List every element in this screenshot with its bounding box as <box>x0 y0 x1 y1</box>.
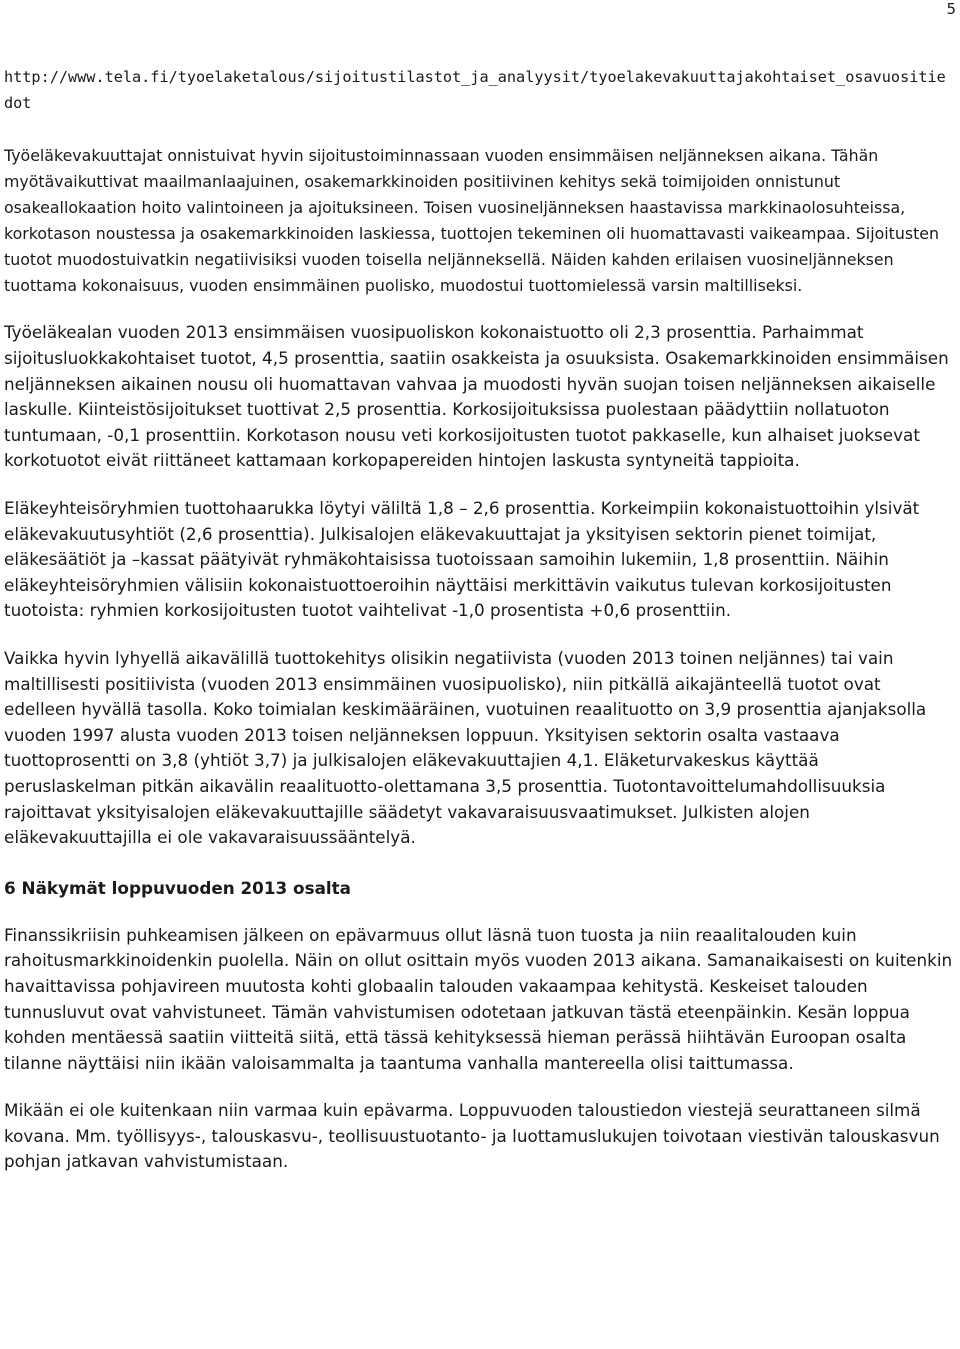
paragraph-q1-q2-returns: Työeläkevakuuttajat onnistuivat hyvin sijoitustoiminnassaan vuoden ensimmäisen neljänneksen aikana. Tähän myötävaikuttivat maailmanlaajuinen, osakemarkkinoiden positiivinen kehitys sekä toimijoiden onnistunut osakeallokaation hoito valintoineen ja ajoituksineen. Toisen vuosineljänneksen haastavissa markkinaolosuhteissa, korkotason noustessa ja osakemarkkinoiden laskiessa, tuottojen tekeminen oli huomattavasti vaikeampaa. Sijoitusten tuotot muodostuivatkin negatiivisiksi vuoden toisella neljänneksellä. Näiden kahden erilaisen vuosineljänneksen tuottama kokonaisuus, vuoden ensimmäinen puolisko, muodostui tuottomielessä varsin maltilliseksi. <box>4 146 940 295</box>
paragraph-uncertainty: Mikään ei ole kuitenkaan niin varmaa kuin epävarma. Loppuvuoden taloustiedon viestejä seurattaneen silmä kovana. Mm. työllisyys-, talouskasvu-, teollisuustuotanto- ja luottamuslukujen toivotaan viestivän talouskasvun pohjan jatkavan vahvistumistaan. <box>4 1100 940 1172</box>
paragraph-long-term-returns: Vaikka hyvin lyhyellä aikavälillä tuottokehitys olisikin negatiivista (vuoden 2013 toinen neljännes) tai vain maltillisesti positiivista (vuoden 2013 ensimmäinen vuosipuolisko), niin pitkällä aikajänteellä tuotot ovat edelleen hyvällä tasolla. Koko toimialan keskimääräinen, vuotuinen reaalituotto on 3,9 prosenttia ajanjaksolla vuoden 1997 alusta vuoden 2013 toisen neljänneksen loppuun. Yksityisen sektorin osalta vastaava tuottoprosentti on 3,8 (yhtiöt 3,7) ja julkisalojen eläkevakuuttajien 4,1. Eläketurvakeskus käyttää peruslaskelman pitkän aikavälin reaalituotto-olettamana 3,5 prosenttia. Tuotontavoittelumahdollisuuksia rajoittavat yksityisalojen eläkevakuuttajille säädetyt vakavaraisuusvaatimukset. Julkisten alojen eläkevakuuttajilla ei ole vakavaraisuussääntelyä. <box>4 647 927 848</box>
section-heading: 6 Näkymät loppuvuoden 2013 osalta <box>4 877 351 898</box>
paragraph-outlook: Finanssikriisin puhkeamisen jälkeen on epävarmuus ollut läsnä tuon tuosta ja niin reaalitalouden kuin rahoitusmarkkinoidenkin puolella. Näin on ollut osittain myös vuoden 2013 aikana. Samanaikaisesti on kuitenkin havaittavissa pohjavireen muutosta kohti globaalin talouden vakaampaa kehitystä. Keskeiset talouden tunnusluvut ovat vahvistuneet. Tämän vahvistumisen odotetaan jatkuvan tästä eteenpäinkin. Kesän loppua kohden mentäessä saatiin viitteitä siitä, että tässä kehityksessä hieman perässä hiihtävän Euroopan osalta tilanne näyttäisi niin ikään valoisammalta ja taantuma vanhalla mantereella olisi taittumassa. <box>4 924 953 1073</box>
paragraph-half-year-total-return: Työeläkealan vuoden 2013 ensimmäisen vuosipuoliskon kokonaistuotto oli 2,3 prosenttia. Parhaimmat sijoitusluokkakohtaiset tuotot, 4,5 prosenttia, saatiin osakkeista ja osuuksista. Osakemarkkinoiden ensimmäisen neljänneksen aikainen nousu oli huomattavan vahvaa ja muodosti hyvän suojan toisen neljänneksen aikaiselle laskulle. Kiinteistösijoitukset tuottivat 2,5 prosenttia. Korkosijoituksissa puolestaan päädyttiin nollatuoton tuntumaan, -0,1 prosenttiin. Korkotason nousu veti korkosijoitusten tuotot pakkaselle, kun alhaiset juoksevat korkotuotot eivät riittäneet kattamaan korkopapereiden hintojen laskusta syntyneitä tappioita. <box>4 322 949 471</box>
source-url[interactable]: http://www.tela.fi/tyoelaketalous/sijoitustilastot_ja_analyysit/tyoelakevakuuttajakohtaiset_osavuositiedot <box>4 68 946 112</box>
page-number: 5 <box>946 0 956 18</box>
document-body <box>4 143 956 1175</box>
paragraph-pension-groups: Eläkeyhteisöryhmien tuottohaarukka löytyi väliltä 1,8 – 2,6 prosenttia. Korkeimpiin kokonaistuottoihin ylsivät eläkevakuutusyhtiöt (2,6 prosenttia). Julkisalojen eläkevakuuttajat ja yksityisen sektorin pienet toimijat, eläkesäätiöt ja –kassat päätyivät ryhmäkohtaisissa tuotoissaan samoihin lukemiin, 1,8 prosenttiin. Näihin eläkeyhteisöryhmien välisiin kokonaistuottoeroihin näyttäisi merkittävin vaikutus tulevan korkosijoitusten tuotoista: ryhmien korkosijoitusten tuotot vaihtelivat -1,0 prosentista +0,6 prosenttiin. <box>4 498 920 621</box>
